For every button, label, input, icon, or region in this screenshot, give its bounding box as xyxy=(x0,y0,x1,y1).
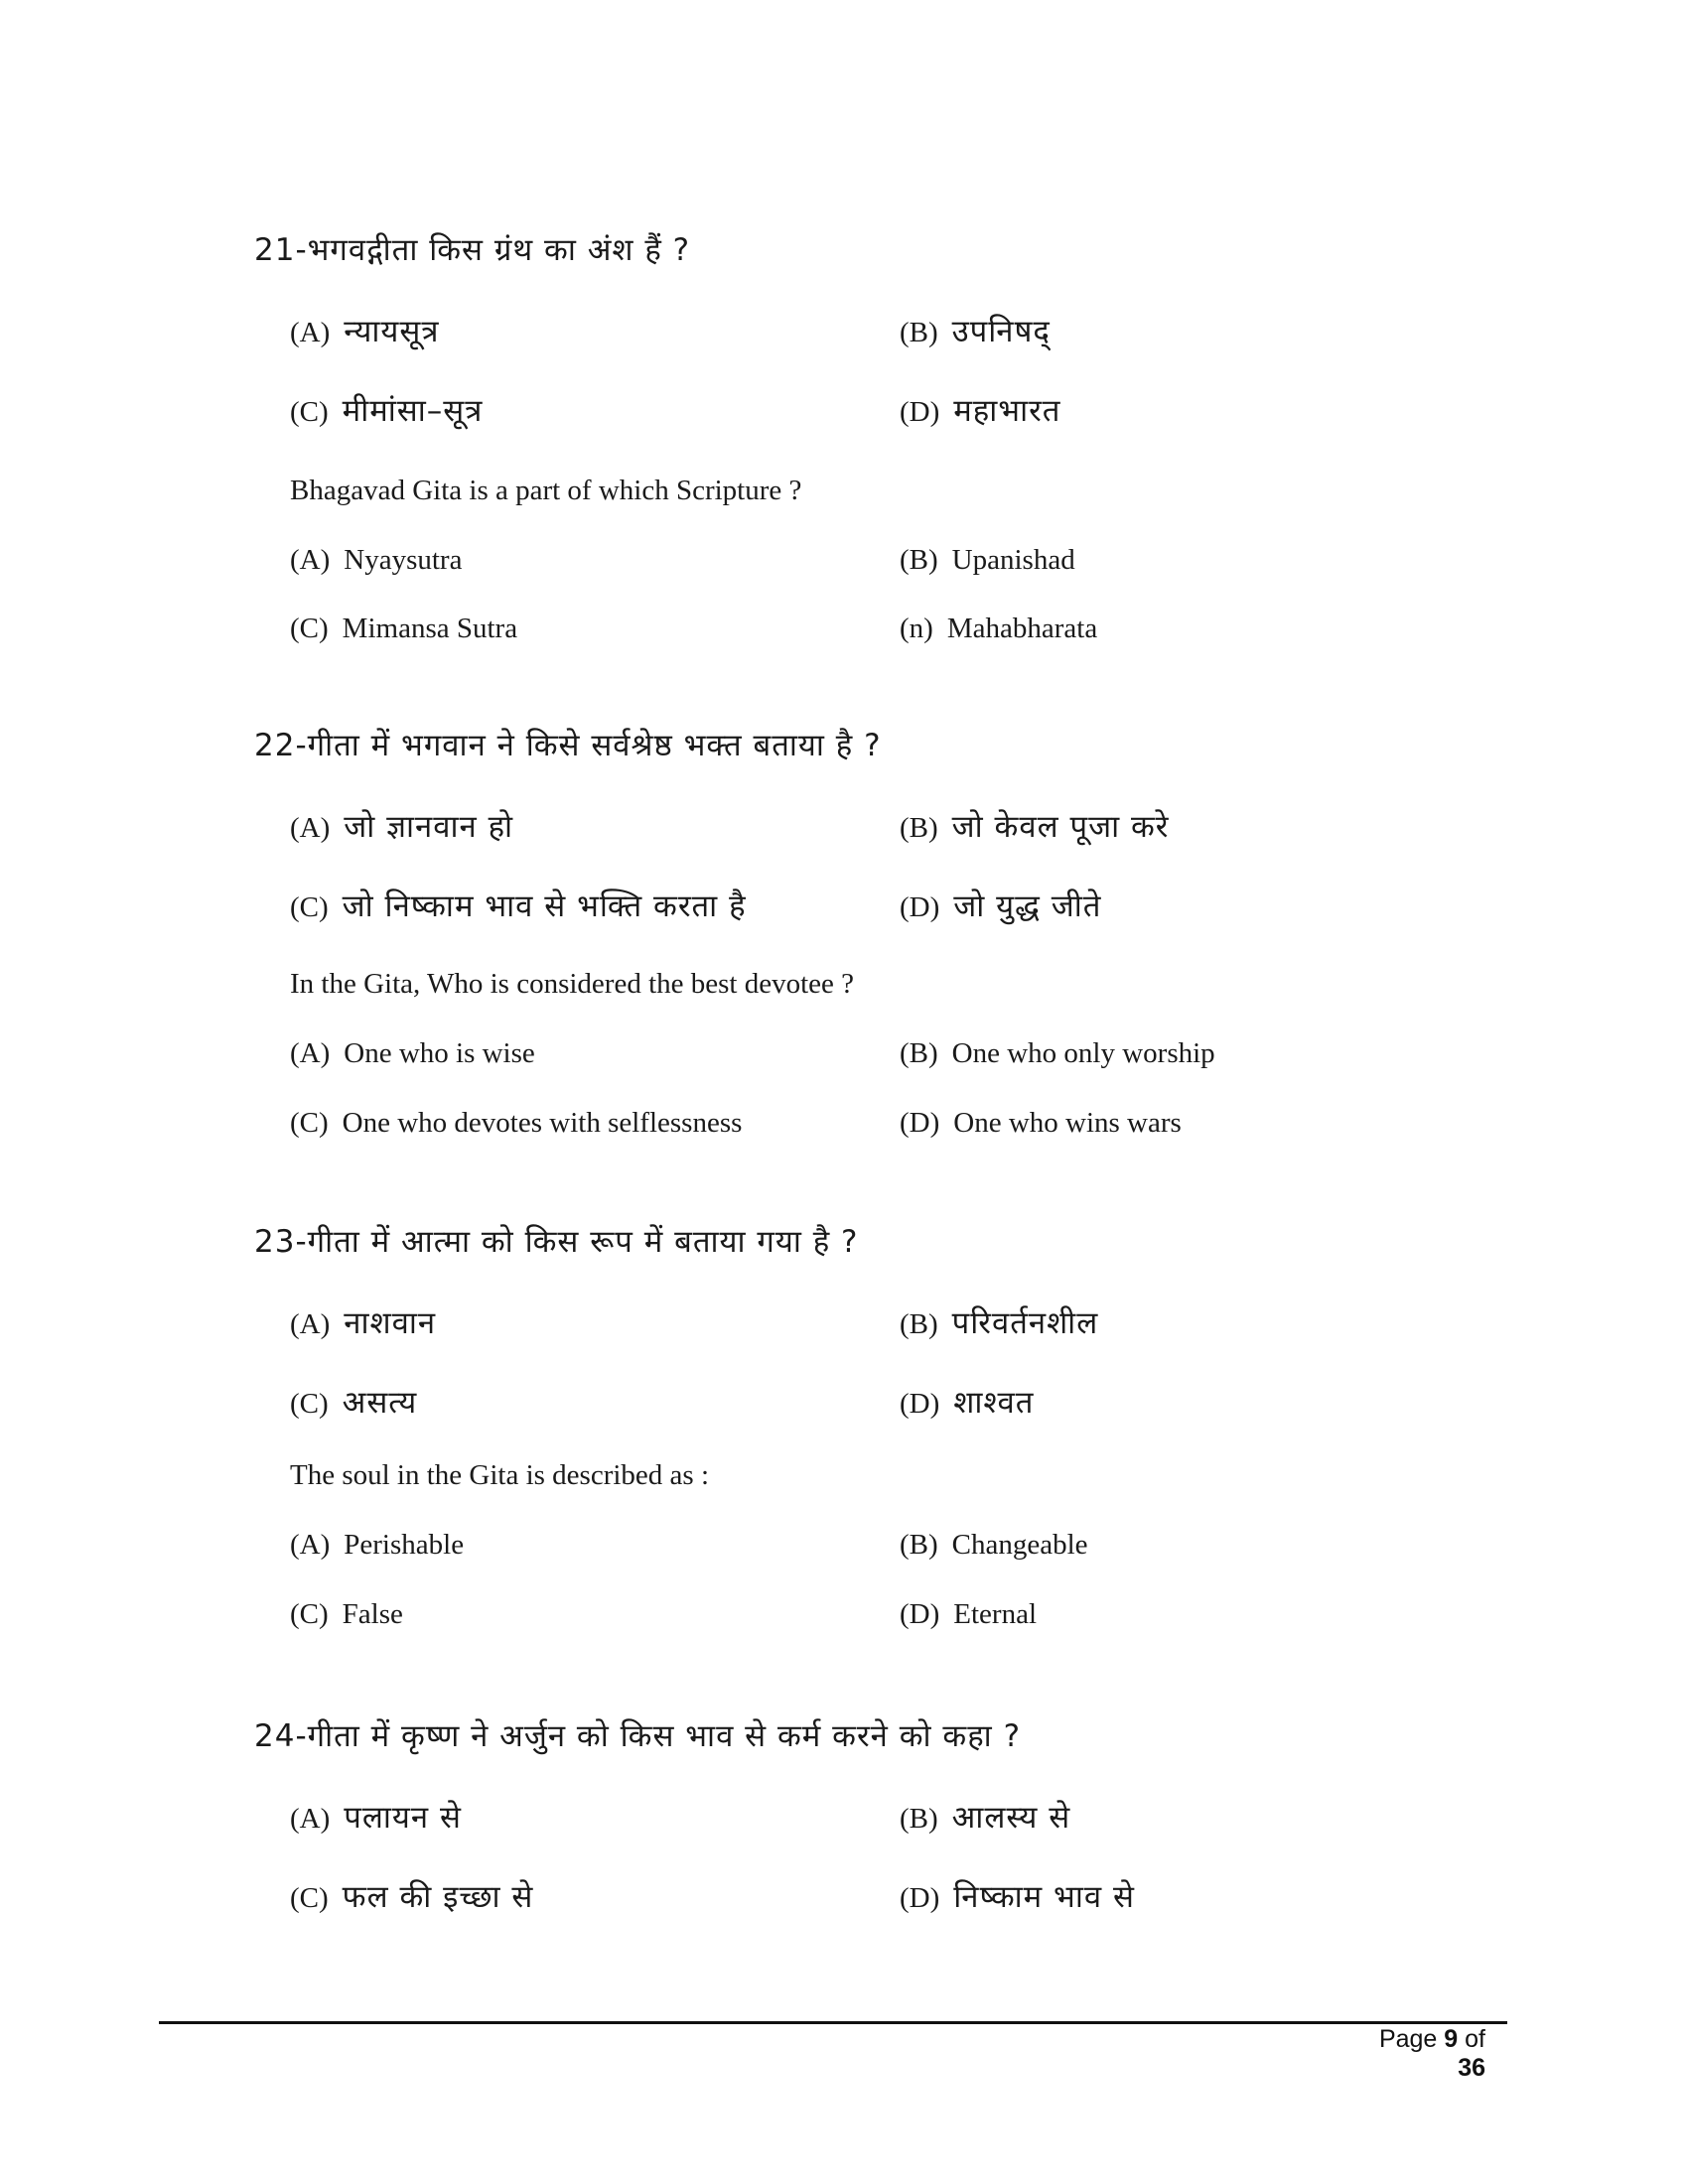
question-22-english-stem: In the Gita, Who is considered the best devotee ? xyxy=(290,968,855,1000)
option-label: (B) xyxy=(900,544,938,576)
question-22-hindi-stem: 22-गीता में भगवान ने किसे सर्वश्रेष्ठ भक्त बताया है ? xyxy=(254,728,882,763)
option-label: (C) xyxy=(290,613,329,644)
option-label: (B) xyxy=(900,317,938,348)
question-24-hindi-option-b xyxy=(900,1796,1070,1838)
option-label: (A) xyxy=(290,1308,331,1340)
option-text: असत्य xyxy=(342,1385,418,1421)
page-total: 36 xyxy=(1458,2054,1485,2082)
question-21-hindi-option-b xyxy=(900,310,1051,351)
option-text: Nyaysutra xyxy=(344,544,463,576)
option-text: False xyxy=(342,1598,403,1630)
option-label: (C) xyxy=(290,1598,329,1630)
option-text: उपनिषद् xyxy=(951,314,1051,349)
option-text: One who only worship xyxy=(951,1037,1215,1069)
option-label: (D) xyxy=(900,1598,940,1630)
option-text: One who wins wars xyxy=(953,1107,1182,1139)
option-label: (A) xyxy=(290,544,331,576)
option-label: (A) xyxy=(290,1803,331,1835)
option-text: Perishable xyxy=(344,1529,465,1561)
question-21-english-stem: Bhagavad Gita is a part of which Scripture ? xyxy=(290,475,802,506)
option-text: पलायन से xyxy=(344,1800,462,1836)
question-21-english-option-b xyxy=(900,544,1075,577)
option-label: (B) xyxy=(900,1529,938,1561)
option-label: (D) xyxy=(900,1882,940,1914)
question-24-hindi-stem: 24-गीता में कृष्ण ने अर्जुन को किस भाव से कर्म करने को कहा ? xyxy=(254,1718,1022,1754)
option-label: (C) xyxy=(290,1107,329,1139)
footer-rule xyxy=(159,2021,1507,2024)
question-22-english-option-d xyxy=(900,1107,1182,1140)
option-text: Eternal xyxy=(953,1598,1037,1630)
question-23-english-option-b xyxy=(900,1529,1088,1562)
option-label: (C) xyxy=(290,1388,329,1420)
option-text: Upanishad xyxy=(951,544,1075,576)
option-label: (D) xyxy=(900,1107,940,1139)
option-text: मीमांसा–सूत्र xyxy=(342,393,484,429)
option-text: परिवर्तनशील xyxy=(951,1305,1099,1341)
question-21-english-option-c xyxy=(290,613,517,645)
page-of: of xyxy=(1465,2025,1485,2053)
option-text: One who devotes with selflessness xyxy=(342,1107,743,1139)
option-text: जो निष्काम भाव से भक्ति करता है xyxy=(342,888,747,924)
question-22-english-option-a xyxy=(290,1037,535,1070)
question-23-english-option-a xyxy=(290,1529,464,1562)
option-text: Mimansa Sutra xyxy=(342,613,518,644)
option-label: (A) xyxy=(290,317,331,348)
option-label: (B) xyxy=(900,1037,938,1069)
question-22-hindi-option-c xyxy=(290,885,747,926)
question-23-english-option-d xyxy=(900,1598,1037,1631)
question-22-english-option-c xyxy=(290,1107,742,1140)
option-label: (A) xyxy=(290,1037,331,1069)
question-24-hindi-option-d xyxy=(900,1875,1135,1917)
option-label: (B) xyxy=(900,1308,938,1340)
option-text: महाभारत xyxy=(953,393,1061,429)
question-22-hindi-option-b xyxy=(900,805,1169,847)
question-21-hindi-stem: 21-भगवद्गीता किस ग्रंथ का अंश हैं ? xyxy=(254,232,691,268)
question-22-hindi-option-a xyxy=(290,805,513,847)
option-label: (D) xyxy=(900,1388,940,1420)
option-text: नाशवान xyxy=(344,1305,437,1341)
question-21-hindi-option-c xyxy=(290,389,483,431)
option-text: शाश्वत xyxy=(953,1385,1035,1421)
option-label: (C) xyxy=(290,891,329,923)
question-24-hindi-option-a xyxy=(290,1796,462,1838)
question-22-english-option-b xyxy=(900,1037,1215,1070)
question-23-hindi-stem: 23-गीता में आत्मा को किस रूप में बताया गया है ? xyxy=(254,1224,859,1260)
option-text: आलस्य से xyxy=(951,1800,1071,1836)
option-label: (A) xyxy=(290,1529,331,1561)
option-text: Mahabharata xyxy=(946,613,1098,644)
question-21-english-option-a xyxy=(290,544,462,577)
question-23-english-option-c xyxy=(290,1598,403,1631)
option-text: न्यायसूत्र xyxy=(344,314,440,349)
page-current: 9 xyxy=(1444,2025,1459,2053)
option-text: जो युद्ध जीते xyxy=(953,888,1102,924)
option-text: जो ज्ञानवान हो xyxy=(344,809,514,845)
option-label: (B) xyxy=(900,1803,938,1835)
option-label: (n) xyxy=(900,613,933,644)
question-23-hindi-option-c xyxy=(290,1381,417,1423)
option-label: (D) xyxy=(900,891,940,923)
question-21-hindi-option-d xyxy=(900,389,1060,431)
option-text: जो केवल पूजा करे xyxy=(951,809,1170,845)
page-number xyxy=(1346,2025,1485,2083)
question-23-hindi-option-d xyxy=(900,1381,1034,1423)
option-text: निष्काम भाव से xyxy=(953,1879,1135,1915)
page-prefix: Page xyxy=(1378,2025,1438,2053)
question-23-english-stem: The soul in the Gita is described as : xyxy=(290,1459,710,1491)
option-label: (A) xyxy=(290,812,331,844)
option-text: Changeable xyxy=(951,1529,1088,1561)
question-21-hindi-option-a xyxy=(290,310,439,351)
option-text: One who is wise xyxy=(344,1037,535,1069)
option-label: (C) xyxy=(290,396,329,428)
question-22-hindi-option-d xyxy=(900,885,1101,926)
option-label: (B) xyxy=(900,812,938,844)
question-23-hindi-option-a xyxy=(290,1301,436,1343)
question-24-hindi-option-c xyxy=(290,1875,533,1917)
question-23-hindi-option-b xyxy=(900,1301,1098,1343)
option-label: (C) xyxy=(290,1882,329,1914)
option-label: (D) xyxy=(900,396,940,428)
question-21-english-option-d xyxy=(900,613,1097,645)
option-text: फल की इच्छा से xyxy=(342,1879,534,1915)
